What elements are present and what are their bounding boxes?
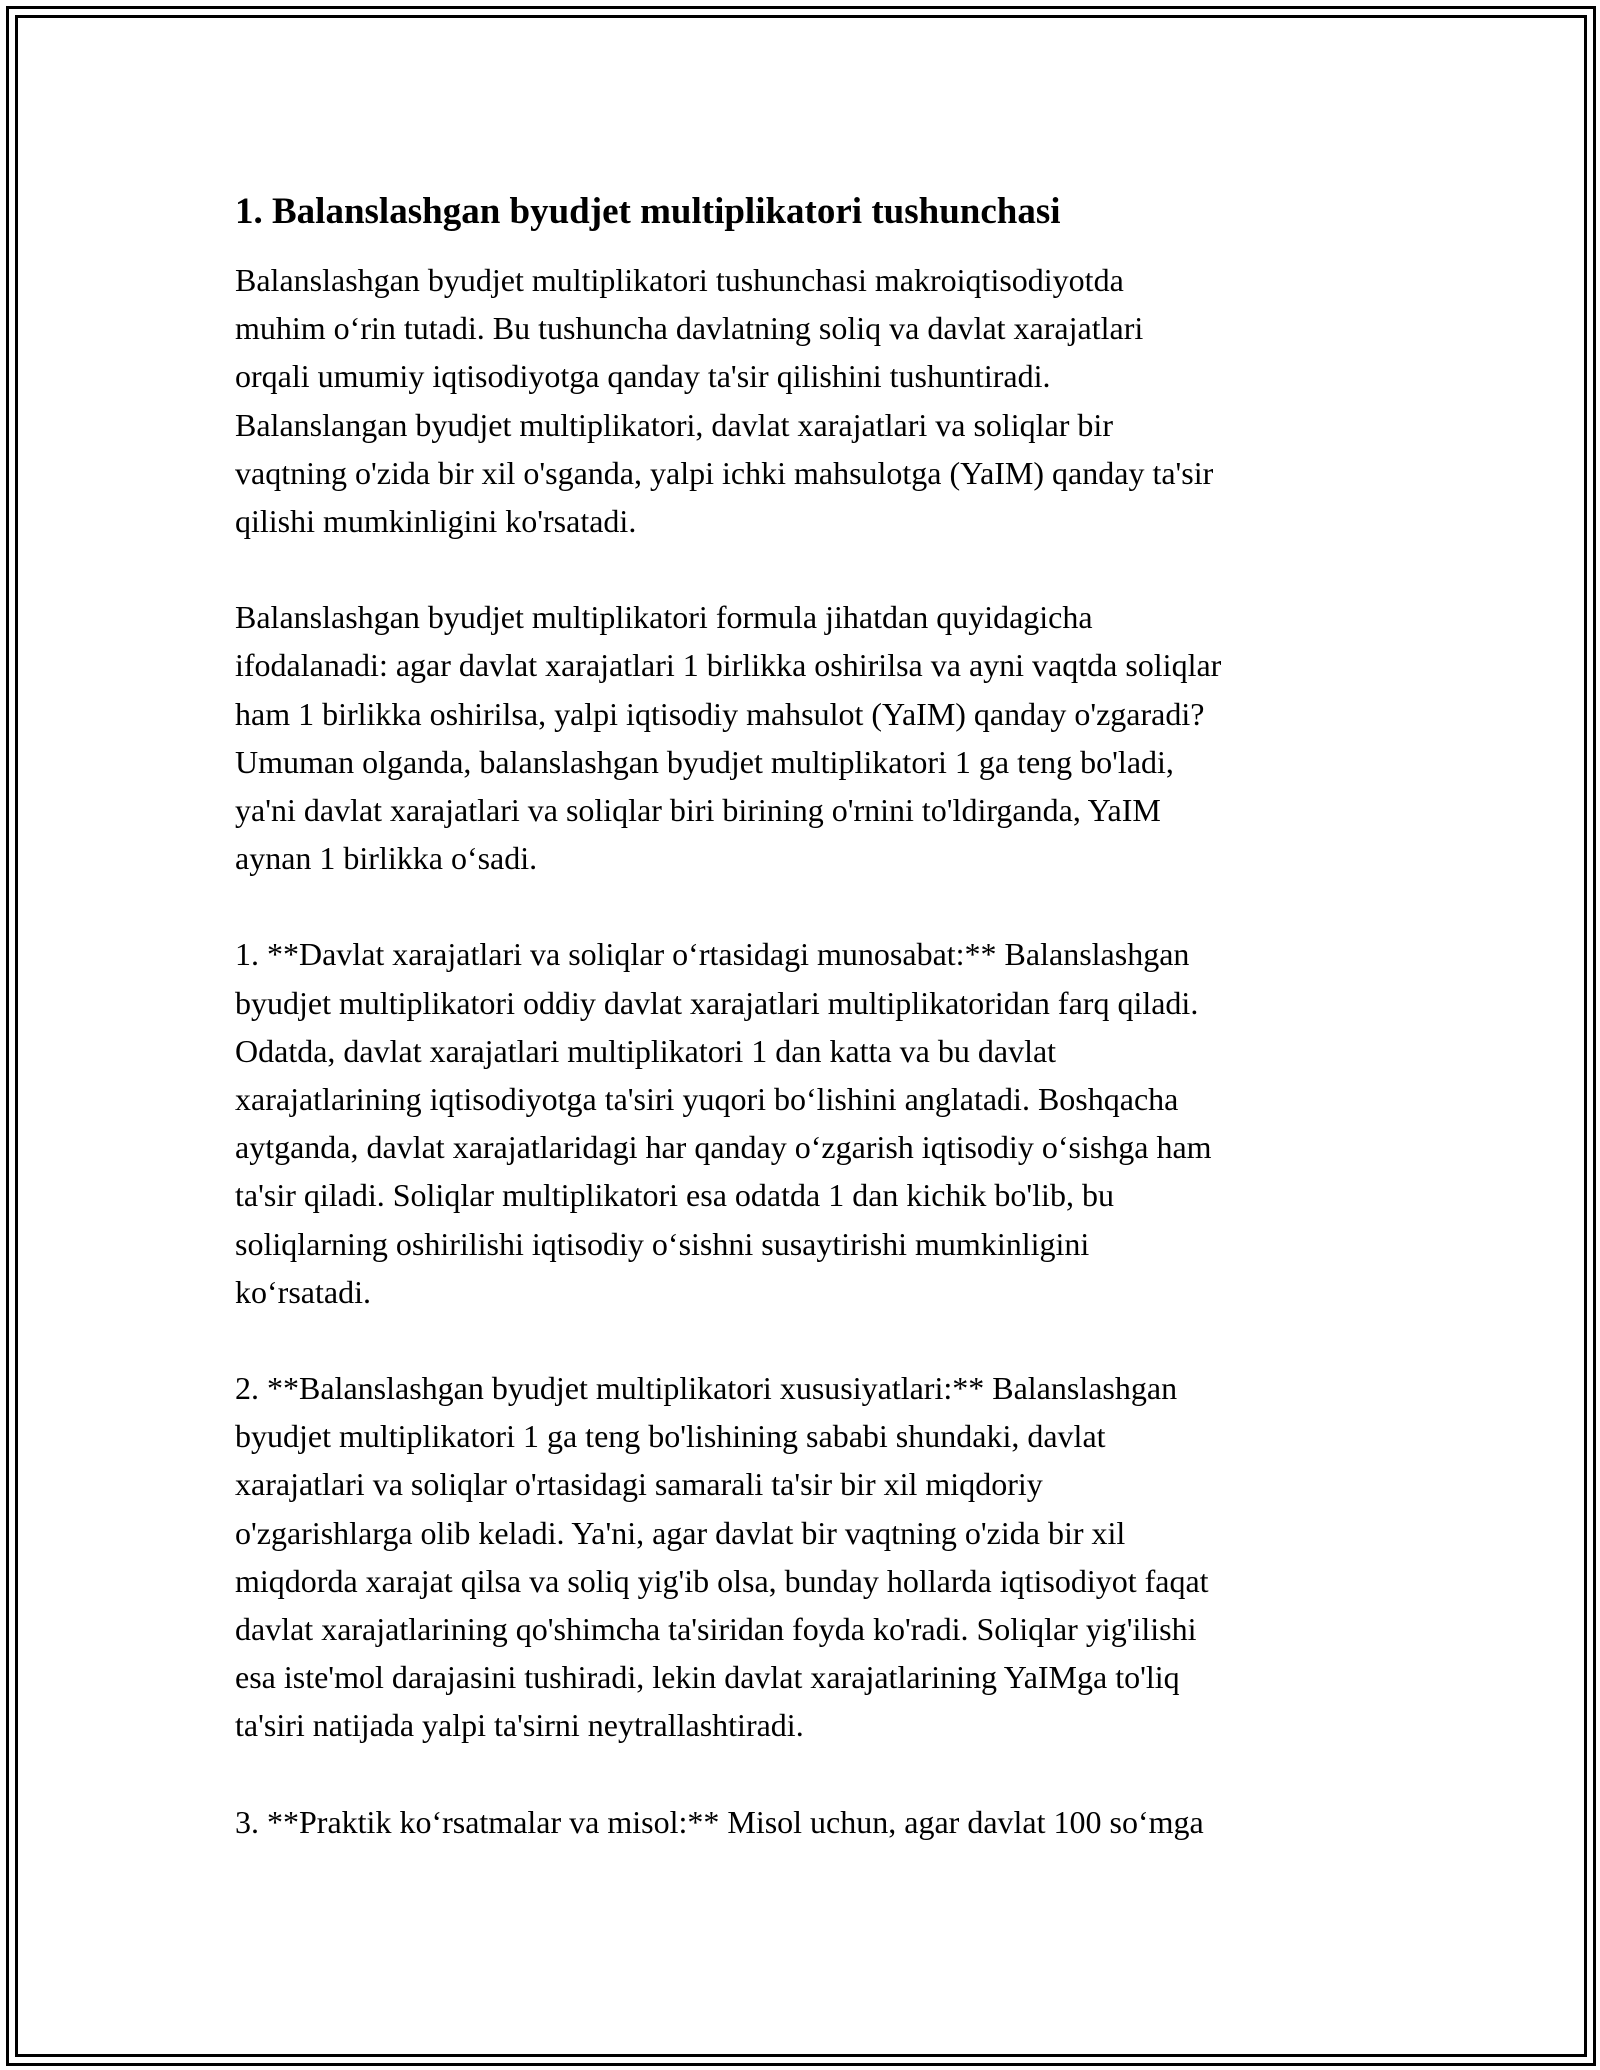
paragraph-point-1: 1. **Davlat xarajatlari va soliqlar o‘rtasidagi munosabat:** Balanslashgan byudjet multiplikatori oddiy davlat xarajatlari multiplikatoridan farq qiladi. Odatda, davlat xarajatlari multiplikatori 1 dan katta va bu davlat xarajatlarining iqtisodiyotga ta'siri yuqori bo‘lishini anglatadi. Boshqacha aytganda, davlat xarajatlaridagi har qanday o‘zgarish iqtisodiy o‘sishga ham ta'sir qiladi. Soliqlar multiplikatori esa odatda 1 dan kichik bo'lib, bu soliqlarning oshirilishi iqtisodiy o‘sishni susaytirishi mumkinligini ko‘rsatadi.: [235, 936, 1212, 1310]
paragraph-point-2: 2. **Balanslashgan byudjet multiplikatori xususiyatlari:** Balanslashgan byudjet multiplikatori 1 ga teng bo'lishining sababi shundaki, davlat xarajatlari va soliqlar o'rtasidagi samarali ta'sir bir xil miqdoriy o'zgarishlarga olib keladi. Ya'ni, agar davlat bir vaqtning o'zida bir xil miqdorda xarajat qilsa va soliq yig'ib olsa, bunday hollarda iqtisodiyot faqat davlat xarajatlarining qo'shimcha ta'siridan foyda ko'radi. Soliqlar yig'ilishi esa iste'mol darajasini tushiradi, lekin davlat xarajatlarining YaIMga to'liq ta'siri natijada yalpi ta'sirni neytrallashtiradi.: [235, 1370, 1209, 1744]
document-title: 1. Balanslashgan byudjet multiplikatori tushunchasi: [235, 191, 1061, 232]
paragraph-intro: Balanslashgan byudjet multiplikatori tushunchasi makroiqtisodiyotda muhim o‘rin tutadi. Bu tushuncha davlatning soliq va davlat xarajatlari orqali umumiy iqtisodiyotga qanday ta'sir qilishini tushuntiradi. Balanslangan byudjet multiplikatori, davlat xarajatlari va soliqlar bir vaqtning o'zida bir xil o'sganda, yalpi ichki mahsulotga (YaIM) qanday ta'sir qilishi mumkinligini ko'rsatadi.: [235, 262, 1214, 540]
paragraph-formula: Balanslashgan byudjet multiplikatori formula jihatdan quyidagicha ifodalanadi: agar davlat xarajatlari 1 birlikka oshirilsa va ayni vaqtda soliqlar ham 1 birlikka oshirilsa, yalpi iqtisodiy mahsulot (YaIM) qanday o'zgaradi? Umuman olganda, balanslashgan byudjet multiplikatori 1 ga teng bo'ladi, ya'ni davlat xarajatlari va soliqlar biri birining o'rnini to'ldirganda, YaIM aynan 1 birlikka o‘sadi.: [235, 599, 1222, 877]
paragraph-point-3: 3. **Praktik ko‘rsatmalar va misol:** Misol uchun, agar davlat 100 so‘mga: [235, 1803, 1204, 1840]
document-body: [235, 188, 1385, 1894]
